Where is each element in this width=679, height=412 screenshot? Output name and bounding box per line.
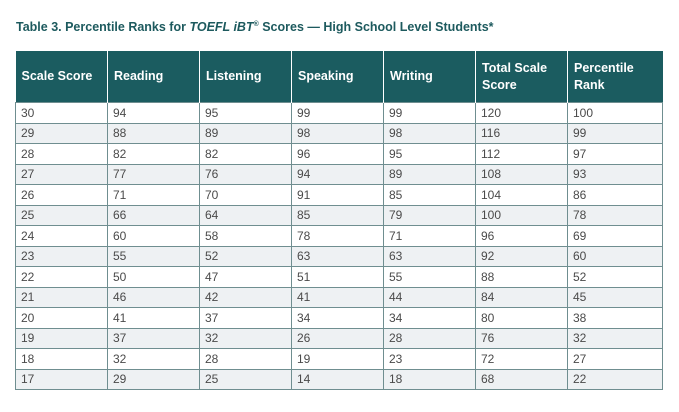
cell-speaking: 26 [292,328,384,349]
cell-listening: 82 [200,144,292,165]
cell-scale-score: 19 [16,328,108,349]
cell-percentile-rank: 93 [568,164,663,185]
cell-scale-score: 30 [16,103,108,124]
cell-scale-score: 29 [16,123,108,144]
cell-percentile-rank: 52 [568,267,663,288]
table-row [16,267,663,288]
cell-speaking: 19 [292,349,384,370]
cell-writing: 34 [384,308,476,329]
cell-listening: 32 [200,328,292,349]
cell-writing: 71 [384,226,476,247]
cell-speaking: 85 [292,205,384,226]
cell-total-scale-score: 108 [476,164,568,185]
cell-writing: 18 [384,369,476,390]
cell-speaking: 98 [292,123,384,144]
cell-listening: 70 [200,185,292,206]
table-title [16,20,494,34]
cell-total-scale-score: 88 [476,267,568,288]
cell-scale-score: 20 [16,308,108,329]
cell-listening: 47 [200,267,292,288]
cell-listening: 28 [200,349,292,370]
cell-reading: 71 [108,185,200,206]
header-scale-score: Scale Score [16,51,108,103]
header-percentile-rank: Percentile Rank [568,51,663,103]
cell-total-scale-score: 92 [476,246,568,267]
header-writing: Writing [384,51,476,103]
cell-scale-score: 26 [16,185,108,206]
table-row [16,185,663,206]
table-row [16,205,663,226]
table-row [16,308,663,329]
title-prefix: Table 3. Percentile Ranks for [16,20,190,34]
cell-total-scale-score: 116 [476,123,568,144]
cell-speaking: 63 [292,246,384,267]
cell-speaking: 51 [292,267,384,288]
table-row [16,246,663,267]
cell-total-scale-score: 80 [476,308,568,329]
table-row [16,123,663,144]
cell-listening: 95 [200,103,292,124]
cell-reading: 55 [108,246,200,267]
cell-scale-score: 21 [16,287,108,308]
cell-percentile-rank: 69 [568,226,663,247]
cell-total-scale-score: 100 [476,205,568,226]
cell-scale-score: 23 [16,246,108,267]
cell-reading: 37 [108,328,200,349]
table-row [16,349,663,370]
cell-speaking: 96 [292,144,384,165]
cell-listening: 42 [200,287,292,308]
cell-writing: 99 [384,103,476,124]
cell-listening: 37 [200,308,292,329]
cell-percentile-rank: 100 [568,103,663,124]
cell-speaking: 91 [292,185,384,206]
cell-speaking: 99 [292,103,384,124]
table-body [16,103,663,390]
cell-percentile-rank: 78 [568,205,663,226]
title-suffix: Scores — High School Level Students* [258,20,494,34]
cell-total-scale-score: 72 [476,349,568,370]
cell-total-scale-score: 120 [476,103,568,124]
cell-writing: 23 [384,349,476,370]
cell-reading: 88 [108,123,200,144]
table-row [16,144,663,165]
cell-percentile-rank: 32 [568,328,663,349]
cell-total-scale-score: 96 [476,226,568,247]
cell-percentile-rank: 45 [568,287,663,308]
cell-total-scale-score: 104 [476,185,568,206]
cell-reading: 50 [108,267,200,288]
cell-scale-score: 24 [16,226,108,247]
header-total-scale-score: Total Scale Score [476,51,568,103]
header-listening: Listening [200,51,292,103]
cell-percentile-rank: 86 [568,185,663,206]
cell-writing: 63 [384,246,476,267]
cell-percentile-rank: 97 [568,144,663,165]
cell-scale-score: 18 [16,349,108,370]
cell-writing: 28 [384,328,476,349]
cell-reading: 29 [108,369,200,390]
cell-percentile-rank: 99 [568,123,663,144]
header-reading: Reading [108,51,200,103]
table-row [16,287,663,308]
cell-writing: 85 [384,185,476,206]
cell-reading: 77 [108,164,200,185]
cell-writing: 98 [384,123,476,144]
table-row [16,328,663,349]
header-speaking: Speaking [292,51,384,103]
table-row [16,103,663,124]
cell-listening: 58 [200,226,292,247]
cell-scale-score: 17 [16,369,108,390]
cell-reading: 41 [108,308,200,329]
cell-speaking: 41 [292,287,384,308]
cell-reading: 60 [108,226,200,247]
cell-writing: 55 [384,267,476,288]
title-brand: TOEFL iBT [189,20,254,34]
cell-listening: 52 [200,246,292,267]
cell-writing: 44 [384,287,476,308]
cell-percentile-rank: 60 [568,246,663,267]
cell-reading: 66 [108,205,200,226]
cell-writing: 79 [384,205,476,226]
cell-reading: 46 [108,287,200,308]
table-row [16,369,663,390]
cell-reading: 94 [108,103,200,124]
cell-percentile-rank: 38 [568,308,663,329]
percentile-table [15,51,663,390]
cell-speaking: 78 [292,226,384,247]
cell-speaking: 34 [292,308,384,329]
cell-listening: 25 [200,369,292,390]
registered-mark: ® [253,20,259,28]
cell-scale-score: 22 [16,267,108,288]
cell-scale-score: 25 [16,205,108,226]
cell-speaking: 14 [292,369,384,390]
table-row [16,164,663,185]
cell-writing: 95 [384,144,476,165]
cell-percentile-rank: 22 [568,369,663,390]
cell-total-scale-score: 112 [476,144,568,165]
cell-listening: 64 [200,205,292,226]
cell-total-scale-score: 68 [476,369,568,390]
cell-scale-score: 27 [16,164,108,185]
cell-listening: 89 [200,123,292,144]
cell-writing: 89 [384,164,476,185]
cell-reading: 82 [108,144,200,165]
cell-speaking: 94 [292,164,384,185]
cell-listening: 76 [200,164,292,185]
cell-reading: 32 [108,349,200,370]
header-row [16,51,663,103]
cell-scale-score: 28 [16,144,108,165]
cell-percentile-rank: 27 [568,349,663,370]
table-row [16,226,663,247]
cell-total-scale-score: 76 [476,328,568,349]
cell-total-scale-score: 84 [476,287,568,308]
